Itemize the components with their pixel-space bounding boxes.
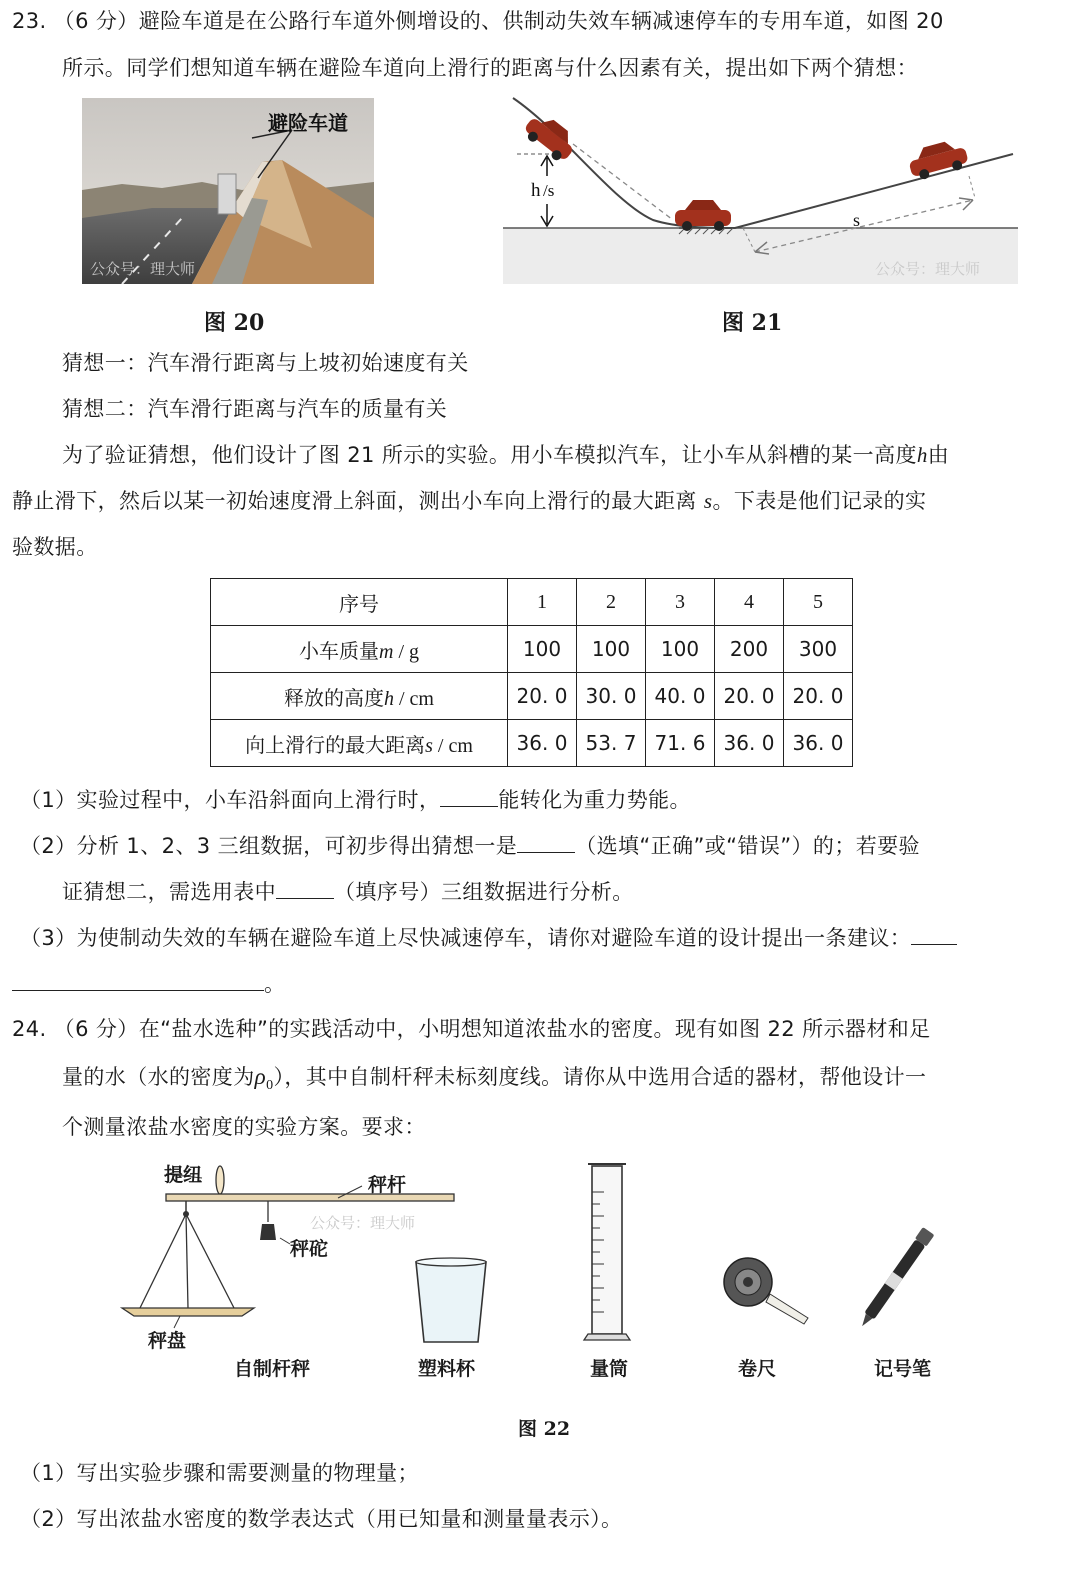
steelyard-pan-label: 秤盘: [148, 1330, 187, 1352]
table-row-label: 向上滑行的最大距离s / cm: [211, 720, 508, 767]
item-cylinder-label: 量筒: [590, 1358, 629, 1380]
answer-blank[interactable]: [911, 922, 957, 945]
table-cell: 36. 0: [784, 720, 853, 767]
table-cell: 36. 0: [715, 720, 784, 767]
q23-sub-2: （2）分析 1、2、3 三组数据，可初步得出猜想一是 （选填“正确”或“错误”）的；若要验: [20, 830, 920, 861]
figure-21-h-label: h: [531, 180, 541, 201]
table-cell: 100: [646, 626, 715, 673]
figure-22-watermark: 公众号：理大师: [310, 1214, 416, 1232]
q23-sub-3-cont: 。: [12, 968, 285, 999]
item-cup-label: 塑料杯: [418, 1358, 476, 1380]
figure-20-caption: 图 20: [204, 310, 265, 336]
item-tape-label: 卷尺: [738, 1358, 777, 1380]
q23-line-2: 所示。同学们想知道车辆在避险车道向上滑行的距离与什么因素有关，提出如下两个猜想：: [62, 56, 918, 80]
table-index-cell: 3: [646, 579, 715, 626]
q24-sub-1: （1）写出实验步骤和需要测量的物理量；: [20, 1461, 419, 1485]
figure-21-h-unit: /s: [543, 181, 555, 200]
q23-line-1: 23. （6 分）避险车道是在公路行车道外侧增设的、供制动失效车辆减速停车的专用车道，如图 20: [12, 9, 944, 33]
answer-blank[interactable]: [440, 784, 498, 807]
table-index-cell: 5: [784, 579, 853, 626]
q23-paragraph-line-1: 为了验证猜想，他们设计了图 21 所示的实验。用小车模拟汽车，让小车从斜槽的某一高度h由: [62, 443, 950, 467]
table-row-label: 释放的高度h / cm: [211, 673, 508, 720]
table-cell: 200: [715, 626, 784, 673]
table-cell: 100: [508, 626, 577, 673]
table-cell: 36. 0: [508, 720, 577, 767]
table-cell: 40. 0: [646, 673, 715, 720]
table-cell: 20. 0: [508, 673, 577, 720]
table-cell: 30. 0: [577, 673, 646, 720]
steelyard-weight-label: 秤砣: [290, 1238, 329, 1260]
q24-line-2: 量的水（水的密度为$\rho_0$），其中自制杆秤未标刻度线。请你从中选用合适的器材，帮他设计一: [62, 1064, 927, 1094]
answer-blank[interactable]: [12, 968, 264, 991]
table-index-cell: 1: [508, 579, 577, 626]
table-cell: 20. 0: [784, 673, 853, 720]
q23-paragraph-line-2: 静止滑下，然后以某一初始速度滑上斜面，测出小车向上滑行的最大距离 s。下表是他们记录的实: [12, 489, 927, 513]
answer-blank[interactable]: [517, 830, 575, 853]
answer-blank[interactable]: [276, 876, 334, 899]
steelyard-knob-label: 提纽: [164, 1164, 203, 1186]
q23-sub-1: （1）实验过程中，小车沿斜面向上滑行时， 能转化为重力势能。: [20, 784, 691, 815]
table-row-height: [211, 673, 853, 720]
figure-21-diagram: [503, 92, 1018, 286]
table-cell: 100: [577, 626, 646, 673]
q23-paragraph-line-3: 验数据。: [12, 535, 98, 559]
q23-sub-2-cont: 证猜想二，需选用表中 （填序号）三组数据进行分析。: [62, 876, 634, 907]
table-index-cell: 4: [715, 579, 784, 626]
figure-22-caption: 图 22: [518, 1418, 571, 1440]
table-index-cell: 2: [577, 579, 646, 626]
tape-measure-icon: [724, 1258, 808, 1324]
table-row-mass: [211, 626, 853, 673]
figure-21-watermark: 公众号：理大师: [875, 260, 981, 278]
item-pen-label: 记号笔: [874, 1358, 932, 1380]
guess-2: 猜想二：汽车滑行距离与汽车的质量有关: [62, 397, 448, 421]
table-row-label: 小车质量m / g: [211, 626, 508, 673]
plastic-cup-icon: [416, 1258, 486, 1342]
table-row-distance: [211, 720, 853, 767]
figure-20-label: 避险车道: [268, 111, 348, 135]
steelyard-rod-label: 秤杆: [368, 1174, 407, 1196]
table-cell: 20. 0: [715, 673, 784, 720]
table-row-index: [211, 579, 853, 626]
marker-pen-icon: [856, 1227, 934, 1330]
q23-sub-3: （3）为使制动失效的车辆在避险车道上尽快减速停车，请你对避险车道的设计提出一条建议：: [20, 922, 957, 953]
q24-sub-2: （2）写出浓盐水密度的数学表达式（用已知量和测量量表示）。: [20, 1507, 623, 1531]
figure-20-watermark: 公众号：理大师: [90, 260, 196, 278]
q24-line-1: 24. （6 分）在“盐水选种”的实践活动中，小明想知道浓盐水的密度。现有如图 22 所示器材和足: [12, 1017, 931, 1041]
data-table: [210, 578, 853, 767]
table-cell: 300: [784, 626, 853, 673]
table-header-label: 序号: [211, 579, 508, 626]
table-cell: 71. 6: [646, 720, 715, 767]
item-steelyard-label: 自制杆秤: [234, 1358, 311, 1380]
graduated-cylinder-icon: [584, 1164, 630, 1340]
figure-20-photo: [82, 98, 374, 284]
q24-line-3: 个测量浓盐水密度的实验方案。要求：: [62, 1115, 426, 1139]
guess-1: 猜想一：汽车滑行距离与上坡初始速度有关: [62, 351, 469, 375]
table-cell: 53. 7: [577, 720, 646, 767]
figure-21-caption: 图 21: [722, 310, 783, 336]
figure-21-s-label: s: [853, 210, 861, 230]
